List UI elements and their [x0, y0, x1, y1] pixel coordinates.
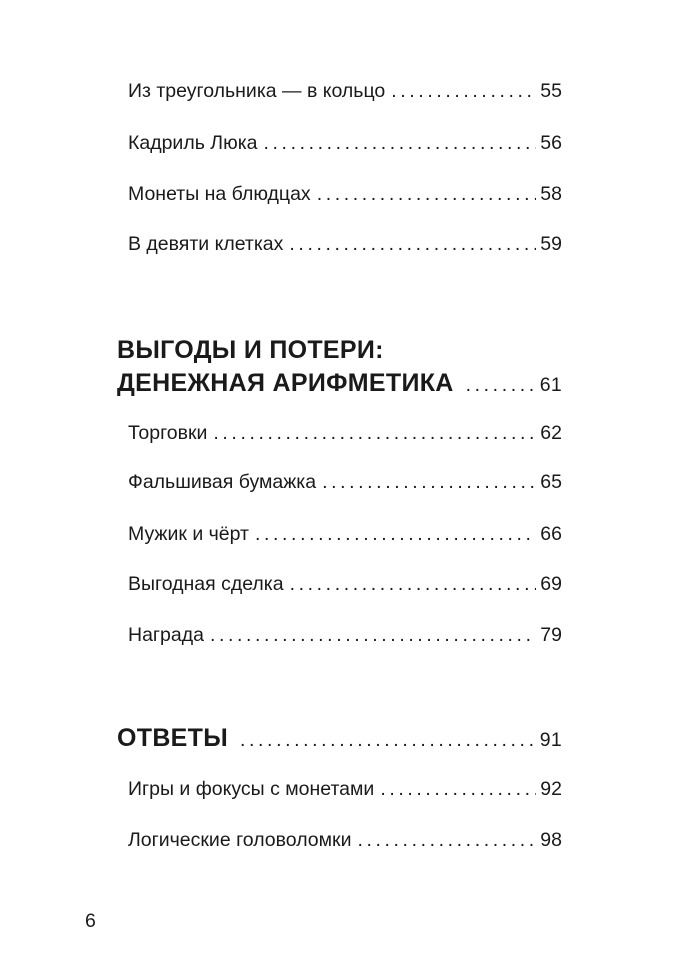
dot-leader [290, 572, 537, 596]
toc-entry[interactable] [128, 79, 562, 103]
dot-leader [322, 470, 536, 494]
toc-entry[interactable] [128, 421, 562, 445]
toc-entry-title: Торговки [128, 422, 208, 444]
toc-entry-page: 79 [540, 624, 562, 646]
dot-leader [210, 623, 536, 647]
toc-entry[interactable] [128, 828, 562, 852]
toc-entry-page: 92 [540, 778, 562, 800]
toc-entry[interactable] [128, 572, 562, 596]
toc-entry-title: Награда [128, 624, 204, 646]
toc-entry-page: 58 [540, 183, 562, 205]
toc-entry-title: Выгодная сделка [128, 573, 284, 595]
toc-entry[interactable] [128, 182, 562, 206]
section-title-line1: ВЫГОДЫ И ПОТЕРИ: [117, 336, 384, 364]
toc-entry-title: Монеты на блюдцах [128, 183, 311, 205]
dot-leader [466, 369, 536, 402]
dot-leader [317, 182, 537, 206]
toc-entry-page: 56 [540, 132, 562, 154]
dot-leader [255, 522, 536, 546]
toc-entry-page: 98 [540, 829, 562, 851]
toc-entry-page: 65 [540, 471, 562, 493]
toc-entry-title: Кадриль Люка [128, 132, 258, 154]
dot-leader [380, 777, 536, 801]
toc-entry-page: 55 [540, 80, 562, 102]
toc-entry-title: Логические головоломки [128, 829, 352, 851]
section-heading-line1 [117, 334, 562, 367]
toc-entry-title: Фальшивая бумажка [128, 471, 317, 493]
dot-leader [289, 232, 536, 256]
toc-entry[interactable] [128, 470, 562, 494]
toc-entry-page: 62 [540, 422, 562, 444]
section-page: 61 [539, 374, 562, 396]
section-heading-line2 [117, 367, 562, 402]
toc-entry-page: 69 [540, 573, 562, 595]
toc-entry[interactable] [128, 131, 562, 155]
toc-entry[interactable] [128, 232, 562, 256]
section-heading-line [117, 722, 562, 757]
dot-leader [357, 828, 536, 852]
dot-leader [391, 79, 536, 103]
page-number: 6 [85, 910, 96, 932]
toc-entry-page: 59 [540, 233, 562, 255]
dot-leader [264, 131, 537, 155]
section-heading-answers[interactable] [117, 722, 562, 757]
toc-entry-title: Мужик и чёрт [128, 523, 249, 545]
toc-entry[interactable] [128, 623, 562, 647]
section-heading-money[interactable] [117, 334, 562, 402]
toc-entry-title: Игры и фокусы с монетами [128, 778, 375, 800]
toc-entry[interactable] [128, 522, 562, 546]
section-title-line2: ДЕНЕЖНАЯ АРИФМЕТИКА [117, 369, 454, 397]
section-page: 91 [539, 729, 562, 751]
dot-leader [240, 724, 536, 757]
toc-entry-title: В девяти клетках [128, 233, 284, 255]
section-title: ОТВЕТЫ [117, 724, 228, 752]
toc-entry-title: Из треугольника — в кольцо [128, 80, 386, 102]
toc-entry[interactable] [128, 777, 562, 801]
toc-entry-page: 66 [540, 523, 562, 545]
dot-leader [213, 421, 536, 445]
